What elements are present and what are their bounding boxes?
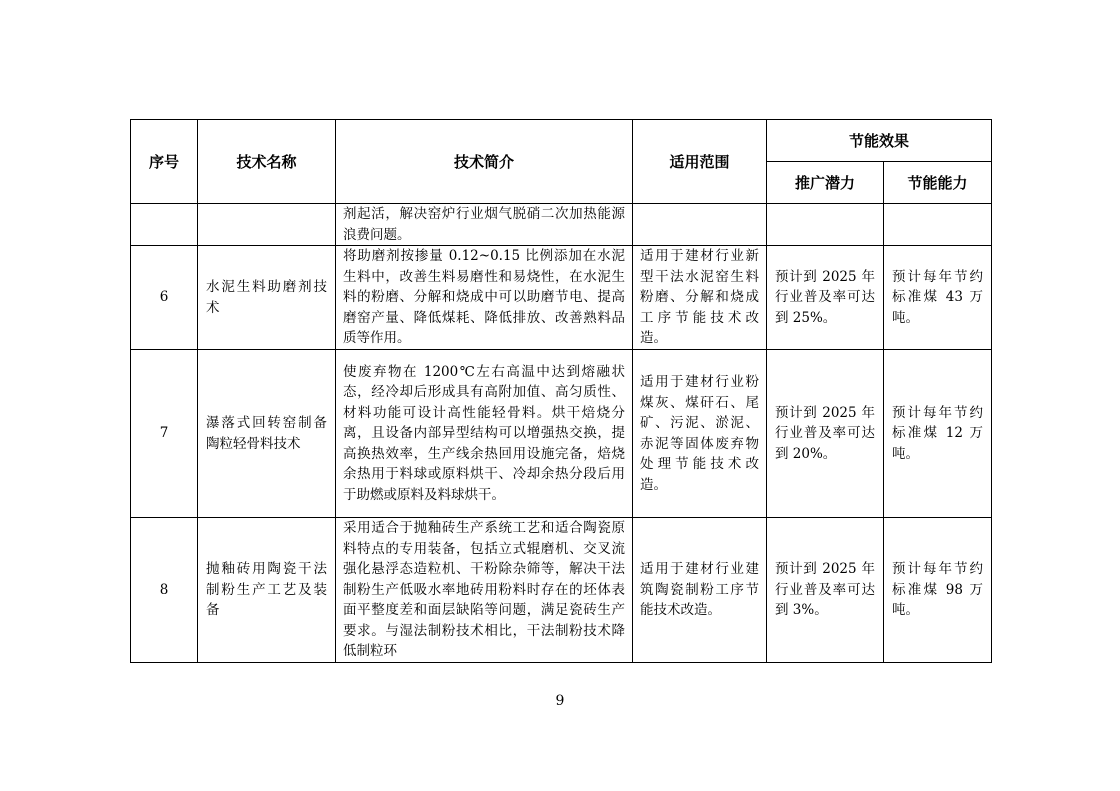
row-tech-name: 水泥生料助磨剂技术	[198, 246, 336, 350]
header-index: 序号	[131, 120, 198, 204]
table-row	[131, 518, 992, 663]
header-capacity: 节能能力	[884, 162, 992, 204]
row-description: 剂起活，解决窑炉行业烟气脱硝二次加热能源浪费问题。	[336, 204, 633, 246]
row-index: 8	[131, 518, 198, 663]
row-tech-name: 瀑落式回转窑制备陶粒轻骨料技术	[198, 350, 336, 518]
table-row	[131, 246, 992, 350]
header-energy-effect: 节能效果	[767, 120, 992, 162]
row-scope: 适用于建材行业新型干法水泥窑生料粉磨、分解和烧成工序节能技术改造。	[633, 246, 767, 350]
header-tech-name: 技术名称	[198, 120, 336, 204]
header-scope: 适用范围	[633, 120, 767, 204]
row-scope	[633, 204, 767, 246]
table-row	[131, 350, 992, 518]
row-description: 将助磨剂按掺量 0.12~0.15 比例添加在水泥生料中，改善生料易磨性和易烧性，在水泥生料的粉磨、分解和烧成中可以助磨节电、提高磨窑产量、降低煤耗、降低排放、改善熟料品质等作用。	[336, 246, 633, 350]
row-capacity: 预计每年节约标准煤 12 万吨。	[884, 350, 992, 518]
row-index	[131, 204, 198, 246]
row-potential: 预计到 2025 年行业普及率可达到 25%。	[767, 246, 884, 350]
row-description: 使废弃物在 1200℃左右高温中达到熔融状态，经冷却后形成具有高附加值、高匀质性、材料功能可设计高性能轻骨料。烘干焙烧分离，且设备内部异型结构可以增强热交换，提高换热效率，生产线余热回用设施完备，焙烧余热用于料球或原料烘干、冷却余热分段后用于助燃或原料及料球烘干。	[336, 350, 633, 518]
row-description: 采用适合于抛釉砖生产系统工艺和适合陶瓷原料特点的专用装备，包括立式辊磨机、交叉流强化悬浮态造粒机、干粉除杂筛等，解决干法制粉生产低吸水率地砖用粉料时存在的坯体表面平整度差和面层缺陷等问题，满足瓷砖生产要求。与湿法制粉技术相比，干法制粉技术降低制粒环	[336, 518, 633, 663]
technology-table	[130, 119, 992, 663]
row-scope: 适用于建材行业粉煤灰、煤矸石、尾矿、污泥、淤泥、赤泥等固体废弃物处理节能技术改造。	[633, 350, 767, 518]
row-capacity: 预计每年节约标准煤 98 万吨。	[884, 518, 992, 663]
row-index: 7	[131, 350, 198, 518]
row-index: 6	[131, 246, 198, 350]
table-row	[131, 204, 992, 246]
row-capacity	[884, 204, 992, 246]
row-tech-name	[198, 204, 336, 246]
page-number: 9	[555, 693, 565, 709]
row-potential: 预计到 2025 年行业普及率可达到 20%。	[767, 350, 884, 518]
row-potential: 预计到 2025 年行业普及率可达到 3%。	[767, 518, 884, 663]
header-potential: 推广潜力	[767, 162, 884, 204]
row-tech-name: 抛釉砖用陶瓷干法制粉生产工艺及装备	[198, 518, 336, 663]
row-potential	[767, 204, 884, 246]
row-capacity: 预计每年节约标准煤 43 万吨。	[884, 246, 992, 350]
row-scope: 适用于建材行业建筑陶瓷制粉工序节能技术改造。	[633, 518, 767, 663]
header-tech-description: 技术简介	[336, 120, 633, 204]
